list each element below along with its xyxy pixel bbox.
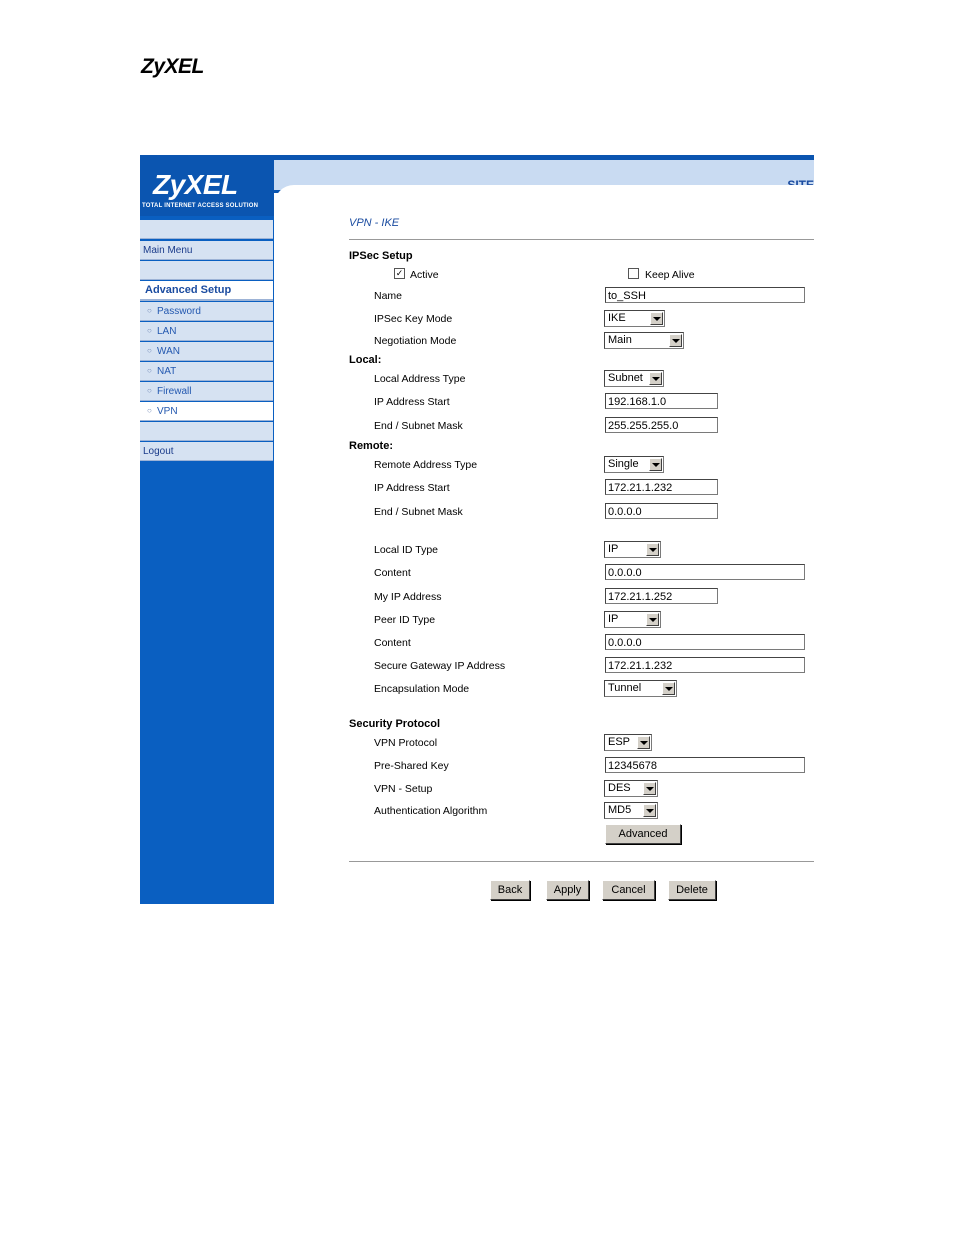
peer-id-type-label: Peer ID Type: [374, 614, 436, 626]
peer-content-input[interactable]: 0.0.0.0: [605, 634, 805, 650]
section-security-protocol: Security Protocol: [349, 718, 441, 730]
brand-tagline: TOTAL INTERNET ACCESS SOLUTION: [142, 203, 259, 209]
bullet-icon: ○: [147, 326, 152, 335]
sidebar-spacer: [140, 220, 273, 239]
sidebar-spacer: [140, 261, 273, 280]
negotiation-mode-select[interactable]: [604, 332, 684, 349]
local-id-type-select[interactable]: [604, 541, 661, 558]
main-content: [274, 155, 814, 904]
select-value: ESP: [608, 736, 631, 748]
sidebar-spacer: [140, 422, 273, 441]
chevron-down-icon: [669, 334, 682, 347]
local-address-type-label: Local Address Type: [374, 373, 466, 385]
brand-logo: [140, 155, 274, 216]
sidebar-section-label: Advanced Setup: [145, 284, 232, 296]
name-input[interactable]: to_SSH: [605, 287, 805, 303]
delete-button[interactable]: Delete: [668, 880, 716, 900]
auth-algorithm-select[interactable]: [604, 802, 658, 819]
active-label: Active: [410, 269, 439, 281]
section-remote: Remote:: [349, 440, 394, 452]
keep-alive-checkbox[interactable]: [628, 268, 639, 279]
chevron-down-icon: [643, 782, 656, 795]
sidebar-item-lan[interactable]: [140, 322, 273, 341]
select-value: Single: [608, 458, 639, 470]
chevron-down-icon: [662, 682, 675, 695]
advanced-button[interactable]: Advanced: [605, 824, 681, 844]
select-value: IP: [608, 543, 619, 555]
bullet-icon: ○: [147, 406, 152, 415]
my-ip-label: My IP Address: [374, 591, 442, 603]
bullet-icon: ○: [147, 306, 152, 315]
sidebar-item-password[interactable]: [140, 302, 273, 321]
local-ip-start-input[interactable]: 192.168.1.0: [605, 393, 718, 409]
select-value: DES: [608, 782, 631, 794]
pre-shared-key-label: Pre-Shared Key: [374, 760, 449, 772]
remote-end-mask-input[interactable]: 0.0.0.0: [605, 503, 718, 519]
chevron-down-icon: [637, 736, 650, 749]
sidebar-item-wan[interactable]: [140, 342, 273, 361]
document-logo: ZyXEL: [141, 55, 204, 78]
encapsulation-mode-label: Encapsulation Mode: [374, 683, 470, 695]
chevron-down-icon: [646, 543, 659, 556]
secure-gateway-label: Secure Gateway IP Address: [374, 660, 506, 672]
encapsulation-mode-select[interactable]: [604, 680, 677, 697]
cancel-button[interactable]: Cancel: [602, 880, 655, 900]
bullet-icon: ○: [147, 386, 152, 395]
brand-name: ZyXEL: [153, 169, 238, 200]
local-end-mask-label: End / Subnet Mask: [374, 420, 463, 432]
select-value: Tunnel: [608, 682, 642, 694]
sidebar-section-advanced-setup: [140, 281, 273, 301]
key-mode-select[interactable]: [604, 310, 665, 327]
sidebar-item-label: Firewall: [157, 386, 192, 397]
section-local: Local:: [349, 354, 382, 366]
remote-address-type-label: Remote Address Type: [374, 459, 478, 471]
remote-end-mask-label: End / Subnet Mask: [374, 506, 463, 518]
peer-content-label: Content: [374, 637, 411, 649]
local-ip-start-label: IP Address Start: [374, 396, 450, 408]
secure-gateway-input[interactable]: 172.21.1.232: [605, 657, 805, 673]
vpn-protocol-label: VPN Protocol: [374, 737, 438, 749]
local-id-type-label: Local ID Type: [374, 544, 439, 556]
sidebar-item-label: LAN: [157, 326, 177, 337]
sidebar-item-label: Logout: [143, 446, 174, 457]
select-value: Subnet: [608, 372, 643, 384]
select-value: IKE: [608, 312, 626, 324]
select-value: Main: [608, 334, 632, 346]
chevron-down-icon: [649, 372, 662, 385]
chevron-down-icon: [649, 458, 662, 471]
sidebar-item-main-menu[interactable]: [140, 241, 273, 260]
key-mode-label: IPSec Key Mode: [374, 313, 453, 325]
local-content-label: Content: [374, 567, 411, 579]
chevron-down-icon: [646, 613, 659, 626]
name-label: Name: [374, 290, 403, 302]
page-title: VPN - IKE: [349, 217, 400, 229]
active-checkbox[interactable]: [394, 268, 405, 279]
negotiation-mode-label: Negotiation Mode: [374, 335, 457, 347]
select-value: IP: [608, 613, 619, 625]
browser-frame: [140, 155, 814, 904]
vpn-protocol-select[interactable]: [604, 734, 652, 751]
select-value: MD5: [608, 804, 632, 816]
section-ipsec-setup: IPSec Setup: [349, 250, 413, 262]
sidebar-item-firewall[interactable]: [140, 382, 273, 401]
remote-address-type-select[interactable]: [604, 456, 664, 473]
vpn-setup-select[interactable]: [604, 780, 658, 797]
remote-ip-start-label: IP Address Start: [374, 482, 450, 494]
sidebar: [140, 155, 274, 904]
sidebar-item-vpn[interactable]: [140, 402, 273, 421]
chevron-down-icon: [650, 312, 663, 325]
local-content-input[interactable]: 0.0.0.0: [605, 564, 805, 580]
pre-shared-key-input[interactable]: 12345678: [605, 757, 805, 773]
auth-algorithm-label: Authentication Algorithm: [374, 805, 488, 817]
divider: [349, 239, 814, 240]
bullet-icon: ○: [147, 366, 152, 375]
sidebar-item-label: Main Menu: [143, 245, 193, 256]
keep-alive-label: Keep Alive: [645, 269, 695, 281]
divider: [349, 861, 814, 862]
chevron-down-icon: [643, 804, 656, 817]
sidebar-item-label: WAN: [157, 346, 180, 357]
apply-button[interactable]: Apply: [546, 880, 589, 900]
bullet-icon: ○: [147, 346, 152, 355]
local-address-type-select[interactable]: [604, 370, 664, 387]
sidebar-item-nat[interactable]: [140, 362, 273, 381]
peer-id-type-select[interactable]: [604, 611, 661, 628]
my-ip-input[interactable]: 172.21.1.252: [605, 588, 718, 604]
vpn-setup-label: VPN - Setup: [374, 783, 433, 795]
sidebar-item-logout[interactable]: [140, 442, 273, 461]
check-icon: ✓: [395, 268, 404, 278]
remote-ip-start-input[interactable]: 172.21.1.232: [605, 479, 718, 495]
back-button[interactable]: Back: [490, 880, 530, 900]
sidebar-item-label: VPN: [157, 406, 178, 417]
sidebar-item-label: Password: [157, 306, 201, 317]
sidebar-item-label: NAT: [157, 366, 177, 377]
local-end-mask-input[interactable]: 255.255.255.0: [605, 417, 718, 433]
